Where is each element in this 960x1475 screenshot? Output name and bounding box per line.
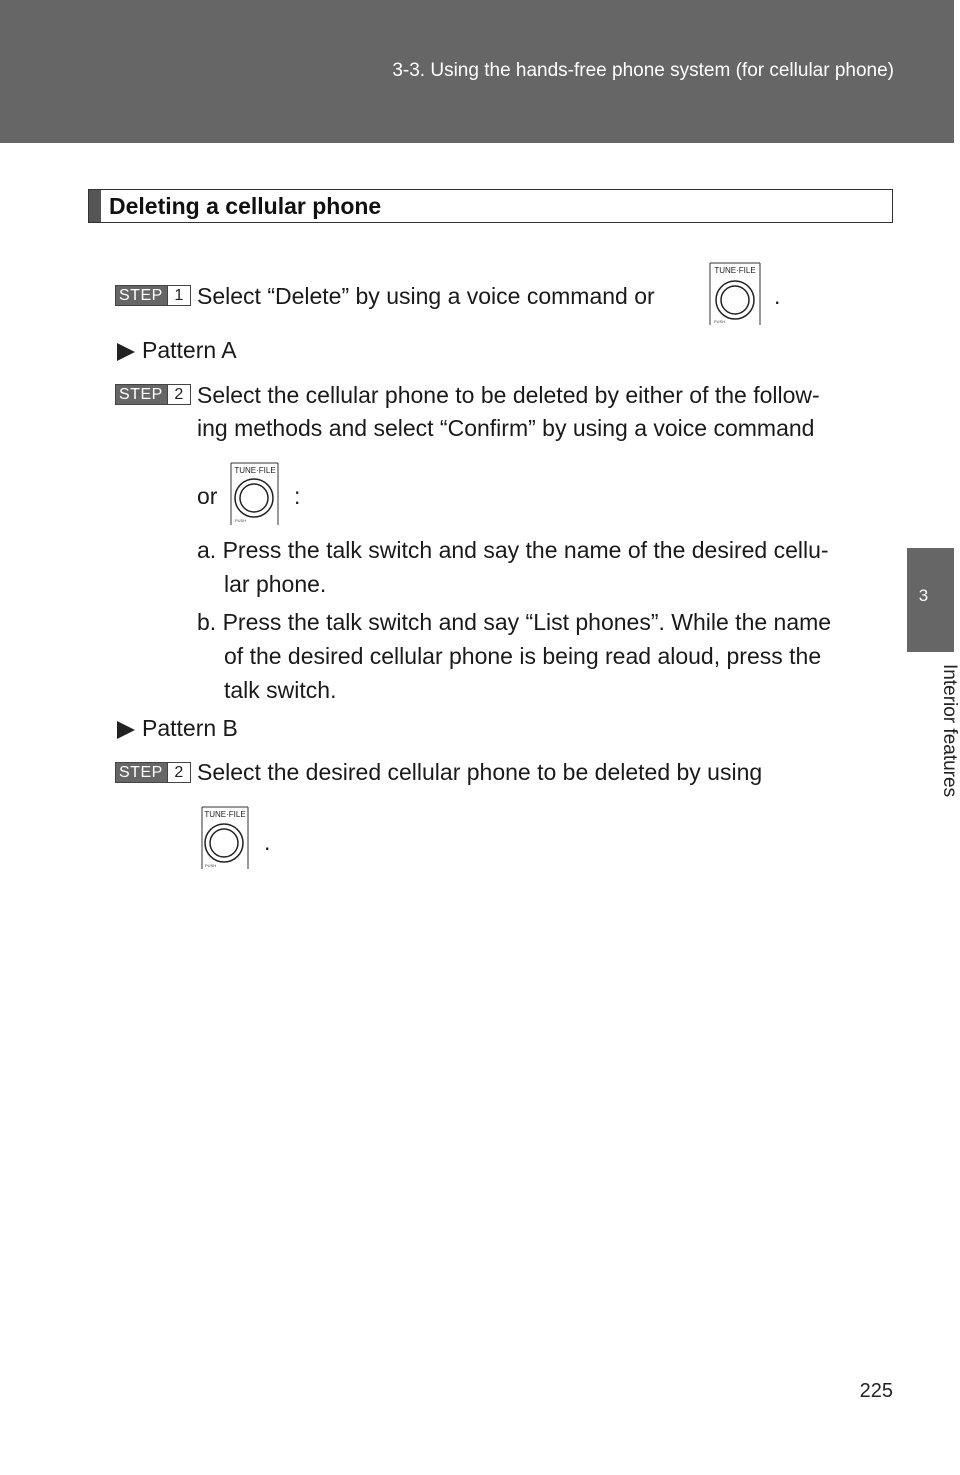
item-b-line3: talk switch. [224,677,337,703]
pattern-b-step-2-badge [115,762,191,783]
step-number: 1 [167,286,190,305]
chapter-tab [907,548,954,652]
item-b-line1: b. Press the talk switch and say “List phones”. While the name [197,609,832,635]
page-header [0,0,954,143]
section-title: Deleting a cellular phone [109,193,382,219]
step-1-text: Select “Delete” by using a voice command or [197,283,655,309]
pattern-a-step-2-line2: ing methods and select “Confirm” by using a voice command [197,415,815,441]
tune-file-knob-icon [705,262,763,326]
step-1-end: . [774,283,781,309]
step-label: STEP [116,763,167,782]
pattern-a-arrow-icon [117,343,135,361]
pattern-a-label: Pattern A [142,337,237,363]
step-number: 2 [167,385,190,404]
pattern-b-step-2-line1: Select the desired cellular phone to be deleted by using [197,759,763,785]
step-label: STEP [116,385,167,404]
pattern-a-step-2-or: or [197,483,218,509]
step-label: STEP [116,286,167,305]
section-heading [88,189,893,223]
knob-sub-label: PUSH [235,518,247,523]
pattern-b-step-2-end: . [264,829,271,855]
item-b-line2: of the desired cellular phone is being read aloud, press the [224,643,822,669]
item-a-line1: a. Press the talk switch and say the name of the desired cellu- [197,537,829,563]
knob-label: TUNE·FILE [714,266,756,275]
item-a-line2: lar phone. [224,571,327,597]
step-1-badge [115,285,191,306]
chapter-number: 3 [918,586,929,605]
step-number: 2 [167,763,190,782]
pattern-a-step-2-line1: Select the cellular phone to be deleted by either of the follow- [197,382,820,408]
knob-sub-label: PUSH [714,319,726,324]
knob-sub-label: PUSH [205,863,217,868]
knob-label: TUNE·FILE [234,466,276,475]
section-heading-bar [89,190,101,222]
header-title: 3-3. Using the hands-free phone system (for cellular phone) [392,60,894,81]
tune-file-knob-icon [197,806,255,870]
pattern-a-step-2-colon: : [294,483,301,509]
pattern-a-step-2-badge [115,384,191,405]
tune-file-knob-icon [226,462,284,526]
pattern-b-label: Pattern B [142,715,238,741]
knob-label: TUNE·FILE [204,810,246,819]
chapter-label: Interior features [939,664,960,798]
pattern-b-arrow-icon [117,721,135,739]
page-number: 225 [859,1380,893,1402]
